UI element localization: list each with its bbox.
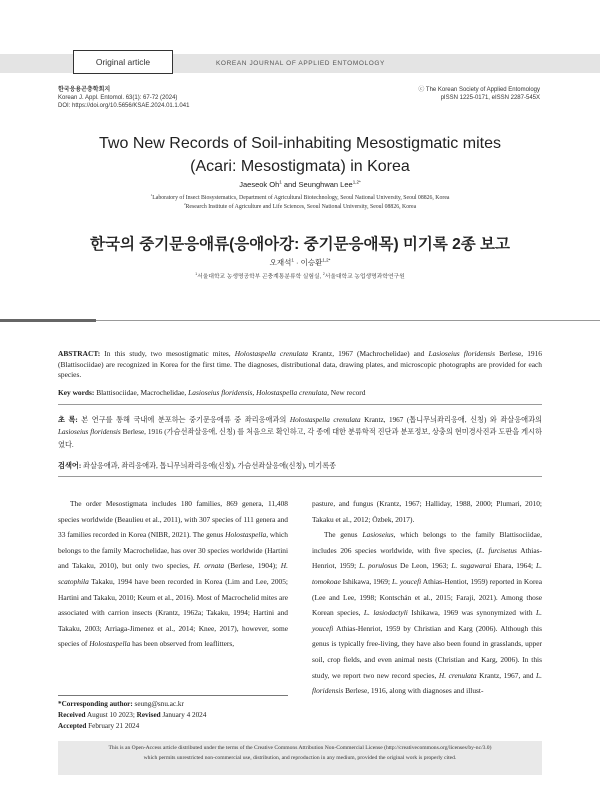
author-2: Seunghwan Lee — [298, 180, 353, 189]
italic-taxon: L. floridensis — [312, 670, 543, 696]
right-paragraph-1 — [312, 496, 542, 527]
corresponding-email[interactable]: seung@snu.ac.kr — [132, 700, 184, 708]
korean-authors — [60, 257, 540, 268]
italic-taxon: H. ornata — [193, 561, 225, 571]
abstract-rule — [58, 404, 542, 405]
italic-taxon: Holostaspella — [225, 530, 267, 540]
body-text-run: Berlese, 1916, along with diagnoses and illust- — [343, 686, 484, 696]
italic-taxon: Holostaspella — [89, 639, 131, 649]
body-text-run: Ishikawa, 1969 was synonymized with — [407, 608, 537, 618]
accepted-date: February 21 2024 — [86, 722, 140, 730]
italic-taxon: L. youcefi — [391, 576, 422, 586]
right-column — [312, 496, 542, 699]
korean-affil-1: 서울대학교 농생명공학부 곤충계통분류학 실험실, — [197, 274, 323, 280]
author-1: Jaeseok Oh — [239, 180, 280, 189]
accepted-label: Accepted — [58, 722, 87, 730]
body-text-run: Krantz, 1967, and — [476, 670, 537, 680]
keywords — [58, 388, 542, 399]
authors — [60, 180, 540, 189]
italic-taxon: H. crenulata — [438, 670, 477, 680]
keyword-species-2: Holostaspella crenulata — [256, 388, 328, 397]
body-text-run: (Berlese, 1904); — [224, 561, 281, 571]
korean-abstract-text-3: Berlese, 1916 (가슴선좌살응애, 신칭) 를 처음으로 확인하고, 각 종에 대한 분류학적 진단과 분포정보, 상충의 현미경사진과 도판을 게시하였다. — [58, 428, 542, 449]
received-line — [58, 710, 288, 721]
italic-taxon: L. youcefi — [312, 608, 542, 633]
license-footer — [62, 744, 538, 763]
abstract-text-1: In this study, two mesostigmatic mites, — [100, 349, 235, 358]
korean-affil-1-sup: 1 — [195, 272, 198, 277]
revised-date: January 4 2024 — [160, 711, 207, 719]
italic-taxon: L. sugawarai — [451, 561, 492, 571]
left-paragraph-1 — [58, 496, 288, 652]
korean-author-1: 오재석 — [269, 258, 292, 267]
separator-thin — [96, 320, 600, 321]
body-text-run: De Leon, 1963; — [397, 561, 452, 571]
revised-label: Revised — [136, 711, 161, 719]
korean-abstract-text-1: 본 연구를 통해 국내에 분포하는 중기문응애류 중 좌리응애과의 — [77, 416, 290, 424]
abstract-label: ABSTRACT: — [58, 349, 101, 358]
korean-author-2-sup-text: 1,2 — [322, 257, 329, 263]
korean-affil-2-sup: 2 — [322, 272, 325, 277]
italic-taxon: Lasioseius — [362, 530, 394, 540]
korean-keywords-text: 좌살응애과, 좌리응애과, 톱니무늬좌리응애(신칭), 가슴선좌살응애(신칭), 미기록종 — [81, 462, 337, 470]
korean-keywords-label: 검색어: — [58, 462, 82, 470]
body-text-run: Ehara, 1964; — [491, 561, 537, 571]
keywords-sep: , — [252, 388, 257, 397]
korean-abstract-species-2: Lasioseius floridensis — [58, 428, 121, 437]
italic-taxon: H. scatophila — [58, 561, 288, 586]
korean-author-1-sup: 1 — [291, 257, 294, 263]
received-date: August 10 2023; — [85, 711, 137, 719]
author-2-sup-text: 1,2 — [352, 179, 359, 185]
korean-affil-2: 서울대학교 농업생명과학연구원 — [324, 274, 405, 280]
korean-author-2-sup — [322, 258, 330, 263]
korean-author-2: 이승환 — [300, 258, 323, 267]
abstract-species-1: Holostaspella crenulata — [234, 349, 308, 358]
body-text-run: The order Mesostigmata includes 180 families, 869 genera, 11,408 species worldwide (Beaulieu et al., 2011), with 307 species of 111 genera and 33 families recorded in Korea (NIBR, 2021). The genus — [58, 499, 288, 540]
author-2-sup — [353, 180, 361, 185]
affiliation-1-text: Laboratory of Insect Biosystematics, Department of Agricultural Biotechnology, Seoul National University, Seoul 08826, Korea — [152, 195, 450, 201]
abstract — [58, 349, 542, 381]
body-text-run: Athias-Henriot, 1959 by Christian and Karg (2006). Although this genus is typically free-living, they have also been found in grasslands, upper soil, crop fields, and even animal nests (Christian and Karg, 2006). In this study, we report two new record species, — [312, 623, 542, 680]
license-line-2: which permits unrestricted non-commercial use, distribution, and reproduction in any medium, provided the original work is properly cited. — [143, 754, 457, 761]
citation: Korean J. Appl. Entomol. 63(1): 67-72 (2024) — [58, 95, 178, 101]
issn: pISSN 1225-0171, eISSN 2287-545X — [440, 95, 540, 101]
korean-author-sep: · — [293, 258, 301, 267]
abstract-text-3: Berlese, 1916 (Blattisociidae) are recognized in Korea for the first time. The diagnoses, distributional data, drawing plates, and microscopic photographs are provided for each species. — [58, 349, 542, 380]
corresponding-author-label: *Corresponding author: — [58, 700, 133, 708]
author-2-star: * — [358, 179, 361, 185]
korean-keywords — [58, 461, 542, 472]
affiliation-1 — [30, 195, 570, 201]
korean-author-2-star: * — [328, 257, 331, 263]
body-text-run: Athias-Hentiot, 1959) reported in Korea (Lee and Lee, 1998; Kontschán et al., 2015; Faraji, 2021). Among those Korean species, — [312, 576, 542, 618]
correspondence-rule — [58, 695, 288, 696]
journal-korean-name: 한국응용곤충학회지 — [58, 87, 111, 93]
korean-title: 한국의 중기문응애류(응애아강: 중기문응애목) 미기록 2종 보고 — [90, 236, 510, 253]
accepted-line — [58, 721, 288, 732]
right-paragraph-2 — [312, 527, 542, 699]
italic-taxon: L. lasiodactyli — [363, 608, 408, 618]
affiliation-1-sup: 1 — [150, 193, 153, 198]
abstract-species-2: Lasioseius floridensis — [428, 349, 495, 358]
korean-abstract — [58, 414, 542, 451]
license-line-1: This is an Open-Access article distributed under the terms of the Creative Commons Attribution Non-Commercial License (http://creativecommons.org/licenses/by-nc/3.0) — [108, 745, 492, 751]
abstract-text-2: Krantz, 1967 (Machrochelidae) and — [307, 349, 429, 358]
body-text-run: Athias-Henriot, 1959; — [312, 545, 542, 571]
authors-and: and — [281, 180, 299, 189]
body-text-run: has been observed from leaflitters, — [130, 639, 235, 649]
body-text-run: Takaku, 1994 have been recorded in Korea (Lim and Lee, 2005; Hartini and Takaku, 2010; Keum et al., 2016). Most of Macrochelid mites are associated with carrion insects (Krantz, 1962a; Takaku, 1994; Hartini and Takaku, 2003; Arriaga-Jimenez et al., 2014; Knee, 2017), however, some species of — [58, 576, 288, 649]
received-label: Received — [58, 711, 86, 719]
korean-affiliations — [60, 271, 540, 280]
korean-abstract-text-2: Krantz, 1967 (톱니무늬좌리응애, 신칭) 와 좌살응애과의 — [360, 416, 542, 424]
author-1-sup: 1 — [279, 179, 282, 185]
italic-taxon: L. furcisetus — [478, 545, 517, 555]
article-type-label: Original article — [95, 57, 151, 67]
title-line-1: Two New Records of Soil-inhabiting Mesostigmatic mites — [99, 135, 501, 152]
separator-thick — [0, 319, 96, 322]
doi-link[interactable]: DOI: https://doi.org/10.5656/KSAE.2024.01.1.041 — [58, 103, 190, 109]
korean-abstract-rule — [58, 476, 542, 477]
keywords-label: Key words: — [58, 388, 95, 397]
affiliation-2 — [30, 204, 570, 210]
italic-taxon: L. porulosus — [359, 561, 398, 571]
korean-abstract-species-1: Holostaspella crenulata — [289, 416, 361, 424]
left-column — [58, 496, 288, 652]
copyright: ⓒ The Korean Society of Applied Entomology — [418, 87, 540, 93]
body-text-run: , which belongs to the family Macrochelidae, has over 30 species worldwide (Hartini and Takaku, 2010), but only two species, — [58, 530, 288, 571]
korean-abstract-label: 초 록: — [58, 416, 78, 424]
body-text-run: The genus — [324, 530, 363, 540]
affiliation-2-sup: 2 — [183, 202, 186, 207]
body-text-run: , which belongs to the family Blattisociidae, includes 206 species worldwide, with five species, ( — [312, 530, 542, 555]
keywords-text-1: Blattisociidae, Macrochelidae, — [94, 388, 189, 397]
body-text-run: pasture, and fungus (Krantz, 1967; Halliday, 1988, 2000; Plumari, 2010; Takaku et al., 2012; Özbek, 2017). — [312, 499, 542, 524]
keyword-species-1: Lasioseius floridensis — [188, 388, 253, 397]
italic-taxon: L. tomokoae — [312, 561, 542, 586]
title-line-2: (Acari: Mesostigmata) in Korea — [190, 158, 410, 175]
keywords-text-2: , New record — [327, 388, 366, 397]
correspondence — [58, 699, 288, 732]
affiliation-2-text: Research Institute of Agriculture and Life Sciences, Seoul National University, Seoul 08826, Korea — [185, 204, 417, 210]
body-text-run: Ishikawa, 1969; — [340, 576, 392, 586]
journal-band-title: KOREAN JOURNAL OF APPLIED ENTOMOLOGY — [216, 60, 385, 67]
corresponding-author-line — [58, 699, 288, 710]
